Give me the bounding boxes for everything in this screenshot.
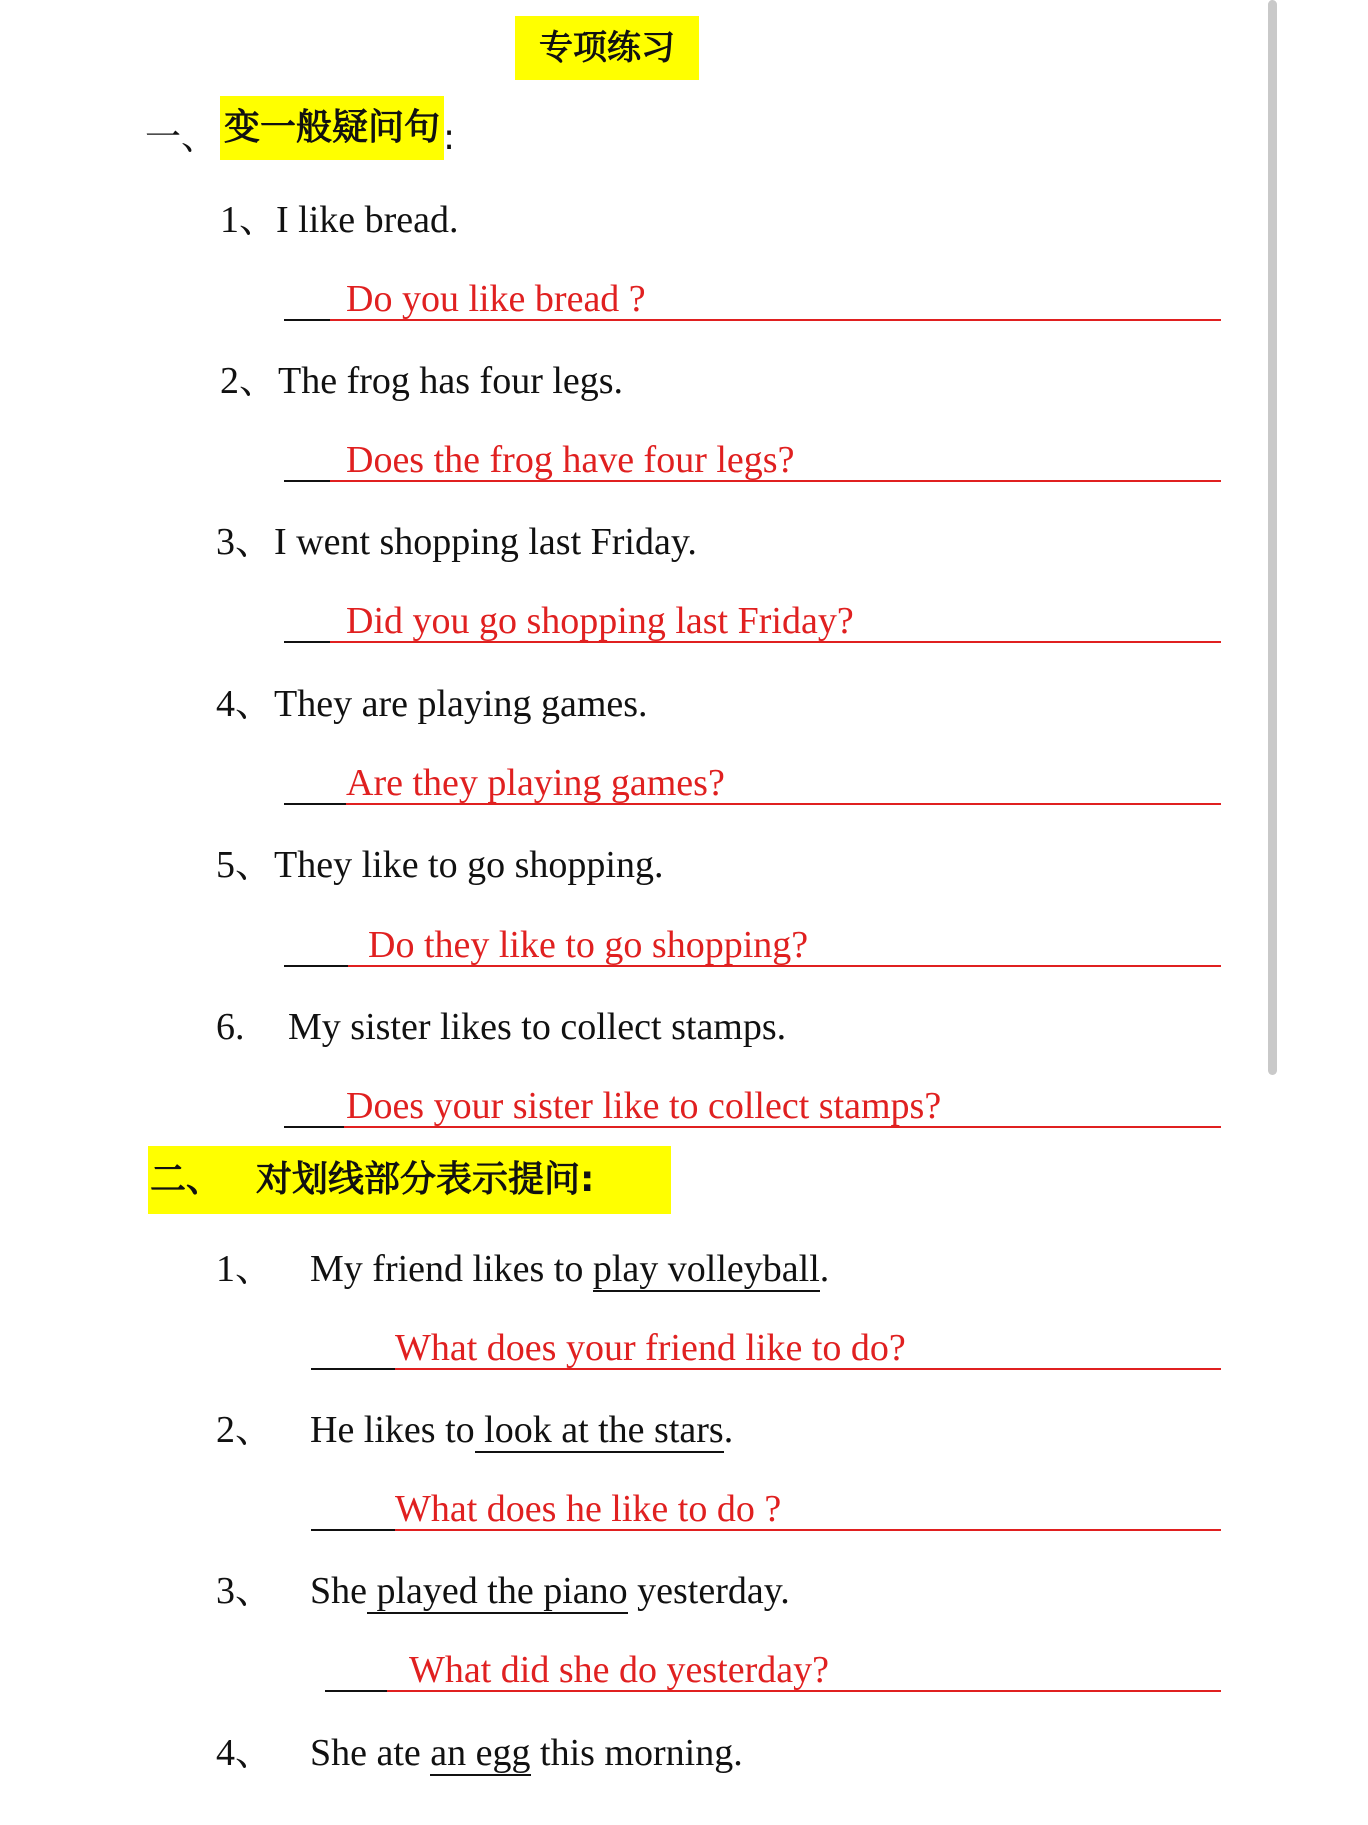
s2-answer-line-3[interactable]	[325, 1642, 1221, 1692]
section1-colon: :	[443, 117, 456, 158]
section2-title: 对划线部分表示提问:	[256, 1159, 595, 1200]
s2-answer-2: What does he like to do ?	[395, 1488, 782, 1530]
s2-underlined-1: play volleyball	[592, 1248, 820, 1290]
s1-answer-line-6[interactable]	[284, 1078, 1221, 1128]
s2-underlined-2: look at the stars	[474, 1409, 724, 1451]
s1-answer-6: Does your sister like to collect stamps?	[346, 1085, 942, 1127]
section1-number: 一、	[145, 117, 218, 158]
s1-answer-2: Does the frog have four legs?	[346, 439, 795, 481]
s1-answer-5: Do they like to go shopping?	[368, 924, 809, 966]
s1-answer-1: Do you like bread ?	[346, 278, 646, 320]
page-title: 专项练习	[515, 16, 699, 80]
s1-answer-3: Did you go shopping last Friday?	[346, 600, 854, 642]
s1-answer-line-5[interactable]	[284, 917, 1221, 967]
scrollbar[interactable]	[1268, 0, 1277, 1075]
s2-underlined-4: an egg	[430, 1732, 531, 1774]
s1-answer-line-2[interactable]	[284, 432, 1221, 482]
s2-answer-line-1[interactable]	[311, 1320, 1221, 1370]
s1-answer-line-3[interactable]	[284, 593, 1221, 643]
section1-title: 变一般疑问句	[220, 96, 444, 160]
section2-number: 二、	[150, 1159, 223, 1200]
section2-title-bar	[148, 1146, 671, 1214]
s1-answer-line-4[interactable]	[284, 755, 1221, 805]
s1-answer-4: Are they playing games?	[346, 762, 725, 804]
s2-answer-1: What does your friend like to do?	[395, 1327, 906, 1369]
s2-answer-3: What did she do yesterday?	[409, 1649, 829, 1691]
s2-answer-line-2[interactable]	[311, 1481, 1221, 1531]
s2-underlined-3: played the piano	[367, 1570, 628, 1612]
s1-answer-line-1[interactable]	[284, 271, 1221, 321]
